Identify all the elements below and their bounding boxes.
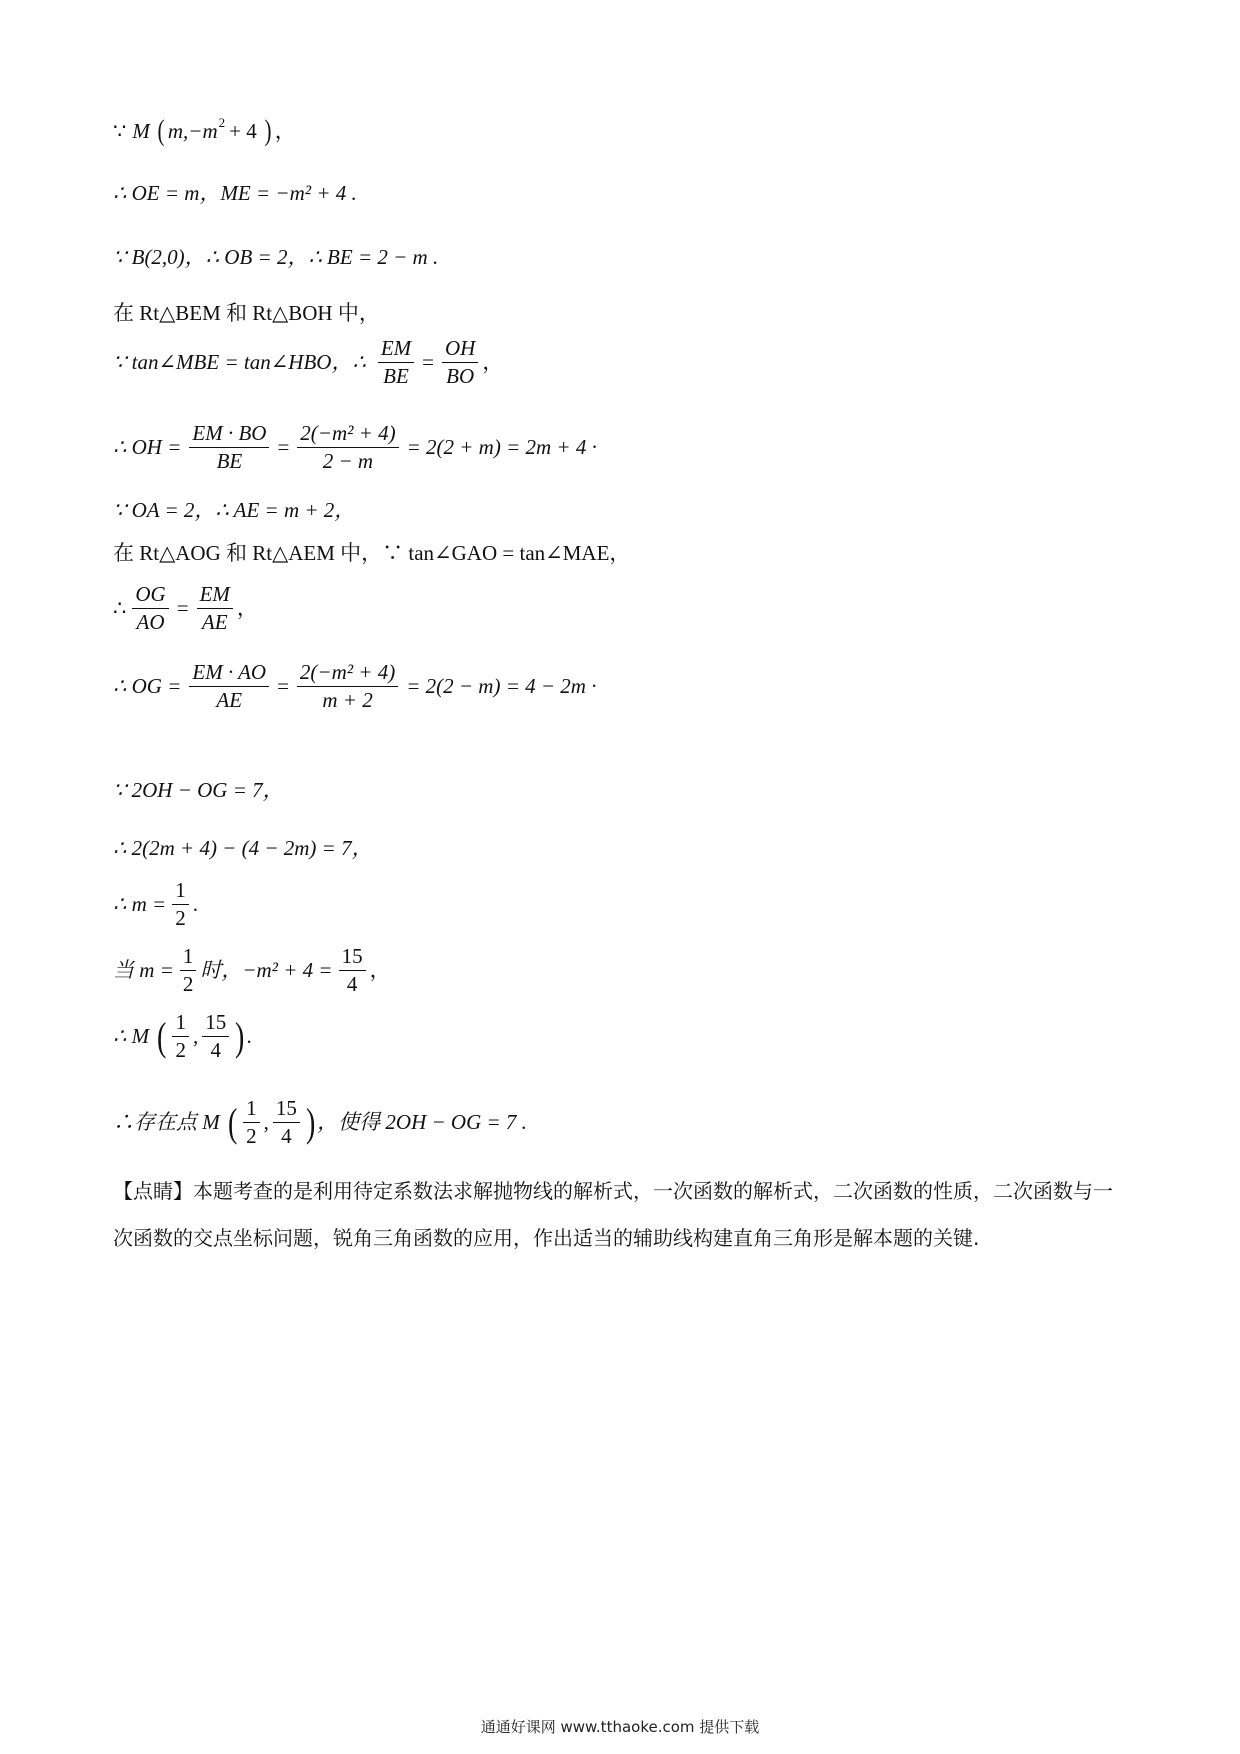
fraction-em-ae bbox=[197, 584, 233, 633]
line-8: 在 Rt△AOG 和 Rt△AEM 中，∵ tan∠GAO = tan∠MAE， bbox=[113, 541, 631, 565]
denominator: 4 bbox=[210, 1038, 221, 1062]
left-paren: ( bbox=[157, 1013, 167, 1059]
line-9-post: ， bbox=[236, 596, 258, 620]
right-paren: ) bbox=[264, 114, 272, 147]
numerator: 1 bbox=[180, 946, 197, 971]
line-15: ∴ M ( $\frac{1}{2}$ , $\frac{15}{4}$ ) . bbox=[113, 1010, 252, 1062]
fraction-fifteen-fourths bbox=[202, 1012, 229, 1061]
right-paren: ) bbox=[305, 1099, 316, 1145]
line-13-post: . bbox=[192, 892, 198, 916]
denominator: 2 bbox=[182, 972, 194, 996]
denominator: AO bbox=[136, 610, 165, 634]
numerator: 15 bbox=[202, 1012, 229, 1037]
line-14-post: ， bbox=[369, 958, 391, 982]
fraction-em-ao-ae bbox=[189, 662, 269, 711]
line-9-pre: ∴ bbox=[113, 596, 127, 620]
line-10-pre: ∴ OG = bbox=[113, 674, 182, 698]
line-16-pre: ∴存在点 M bbox=[113, 1110, 220, 1134]
fraction-em-be bbox=[378, 338, 414, 387]
fraction-og-ao bbox=[132, 584, 168, 633]
line-13 bbox=[113, 880, 198, 929]
numerator: EM · BO bbox=[189, 423, 269, 448]
line-5: ∵ tan∠MBE = tan∠HBO，∴ $\frac{EM}{BE}$ = $\frac{OH}{BO}$ ， bbox=[113, 336, 504, 388]
denominator: 2 bbox=[175, 1038, 186, 1062]
denominator: AE bbox=[216, 688, 243, 712]
line-7: ∵ OA = 2，∴ AE = m + 2， bbox=[113, 498, 356, 522]
because-symbol: ∵ bbox=[113, 118, 127, 143]
line-15-post: . bbox=[246, 1024, 252, 1048]
fraction-oh-value bbox=[297, 423, 398, 472]
numerator: OH bbox=[442, 338, 478, 363]
comment-paragraph: 【点睛】本题考查的是利用待定系数法求解抛物线的解析式，一次函数的解析式，二次函数的性质，二次函数与一次函数的交点坐标问题，锐角三角函数的应用，作出适当的辅助线构建直角三角形是解本题的关键. bbox=[113, 1179, 1113, 1250]
denominator: 2 − m bbox=[322, 449, 374, 473]
numerator: 15 bbox=[339, 946, 366, 971]
line-16: ∴存在点 M ( $\frac{1}{2}$ , $\frac{15}{4}$ ) ，使得 2OH − OG = 7 . bbox=[113, 1096, 527, 1148]
line-4: 在 Rt△BEM 和 Rt△BOH 中， bbox=[113, 301, 380, 325]
fraction-em-bo-be bbox=[189, 423, 269, 472]
left-paren: ( bbox=[157, 114, 165, 147]
line-13-pre: ∴ m = bbox=[113, 892, 167, 916]
denominator: 4 bbox=[346, 972, 358, 996]
fraction-og-value bbox=[297, 662, 398, 711]
line-14 bbox=[113, 946, 391, 995]
denominator: AE bbox=[201, 610, 228, 634]
fraction-fifteen-fourths bbox=[339, 946, 366, 995]
fraction-one-half bbox=[180, 946, 197, 995]
numerator: 1 bbox=[243, 1098, 260, 1123]
fraction-fifteen-fourths bbox=[273, 1098, 300, 1147]
numerator: EM · AO bbox=[189, 662, 269, 687]
right-paren: ) bbox=[235, 1013, 245, 1059]
fraction-one-half bbox=[172, 1012, 189, 1061]
numerator: OG bbox=[132, 584, 168, 609]
line-16-post: ，使得 2OH − OG = 7 . bbox=[317, 1110, 527, 1134]
fraction-one-half bbox=[172, 880, 189, 929]
numerator: 1 bbox=[172, 880, 189, 905]
line-11: ∵ 2OH − OG = 7， bbox=[113, 778, 284, 802]
line-3: ∵ B(2,0)，∴ OB = 2，∴ BE = 2 − m . bbox=[113, 245, 439, 269]
numerator: 1 bbox=[172, 1012, 189, 1037]
line-9: ∴ $\frac{OG}{AO}$ = $\frac{EM}{AE}$ ， bbox=[113, 582, 258, 634]
line-6: ∴ OH = $\frac{EM \cdot BO}{BE}$ = $\frac{\text{2(−m² + 4)}}{2 - m}$ = 2(2 + m) = 2m + 4 · bbox=[113, 421, 597, 473]
numerator: 2(−m² + 4) bbox=[297, 423, 398, 448]
page-footer: 通通好课网 www.tthaoke.com 提供下载 bbox=[480, 1718, 760, 1736]
denominator: 2 bbox=[175, 906, 186, 930]
exponent: 2 bbox=[218, 114, 226, 130]
coordinates-tail: + 4 bbox=[229, 118, 257, 143]
line-5-pre: ∵ tan∠MBE = tan∠HBO，∴ bbox=[113, 350, 366, 374]
fraction-one-half bbox=[243, 1098, 260, 1147]
line-1 bbox=[113, 116, 296, 146]
line-2: ∴ OE = m，ME = −m² + 4 . bbox=[113, 181, 357, 205]
denominator: BE bbox=[383, 364, 409, 388]
point-m-label: M bbox=[132, 118, 150, 143]
numerator: 2(−m² + 4) bbox=[297, 662, 398, 687]
line-12: ∴ 2(2m + 4) − (4 − 2m) = 7， bbox=[113, 836, 373, 860]
line-5-post: ， bbox=[482, 350, 504, 374]
line-6-post: = 2(2 + m) = 2m + 4 · bbox=[406, 435, 597, 459]
line-14-pre: 当 m = bbox=[113, 958, 174, 982]
coordinates-expr: m,−m bbox=[167, 118, 218, 143]
line-15-pre: ∴ M bbox=[113, 1024, 150, 1048]
fraction-oh-bo bbox=[442, 338, 478, 387]
denominator: BO bbox=[446, 364, 475, 388]
line-6-pre: ∴ OH = bbox=[113, 435, 182, 459]
line-10: ∴ OG = $\frac{EM \cdot AO}{AE}$ = $\frac{\text{2(−m² + 4)}}{m + 2}$ = 2(2 − m) = 4 − 2m · bbox=[113, 660, 597, 712]
numerator: EM bbox=[378, 338, 414, 363]
denominator: 4 bbox=[281, 1124, 292, 1148]
denominator: 2 bbox=[246, 1124, 257, 1148]
denominator: BE bbox=[216, 449, 243, 473]
numerator: EM bbox=[197, 584, 233, 609]
numerator: 15 bbox=[273, 1098, 300, 1123]
denominator: m + 2 bbox=[322, 688, 373, 712]
left-paren: ( bbox=[227, 1099, 238, 1145]
punctuation: ， bbox=[274, 118, 296, 143]
line-10-post: = 2(2 − m) = 4 − 2m · bbox=[406, 674, 597, 698]
line-14-mid: 时，−m² + 4 = bbox=[200, 958, 333, 982]
